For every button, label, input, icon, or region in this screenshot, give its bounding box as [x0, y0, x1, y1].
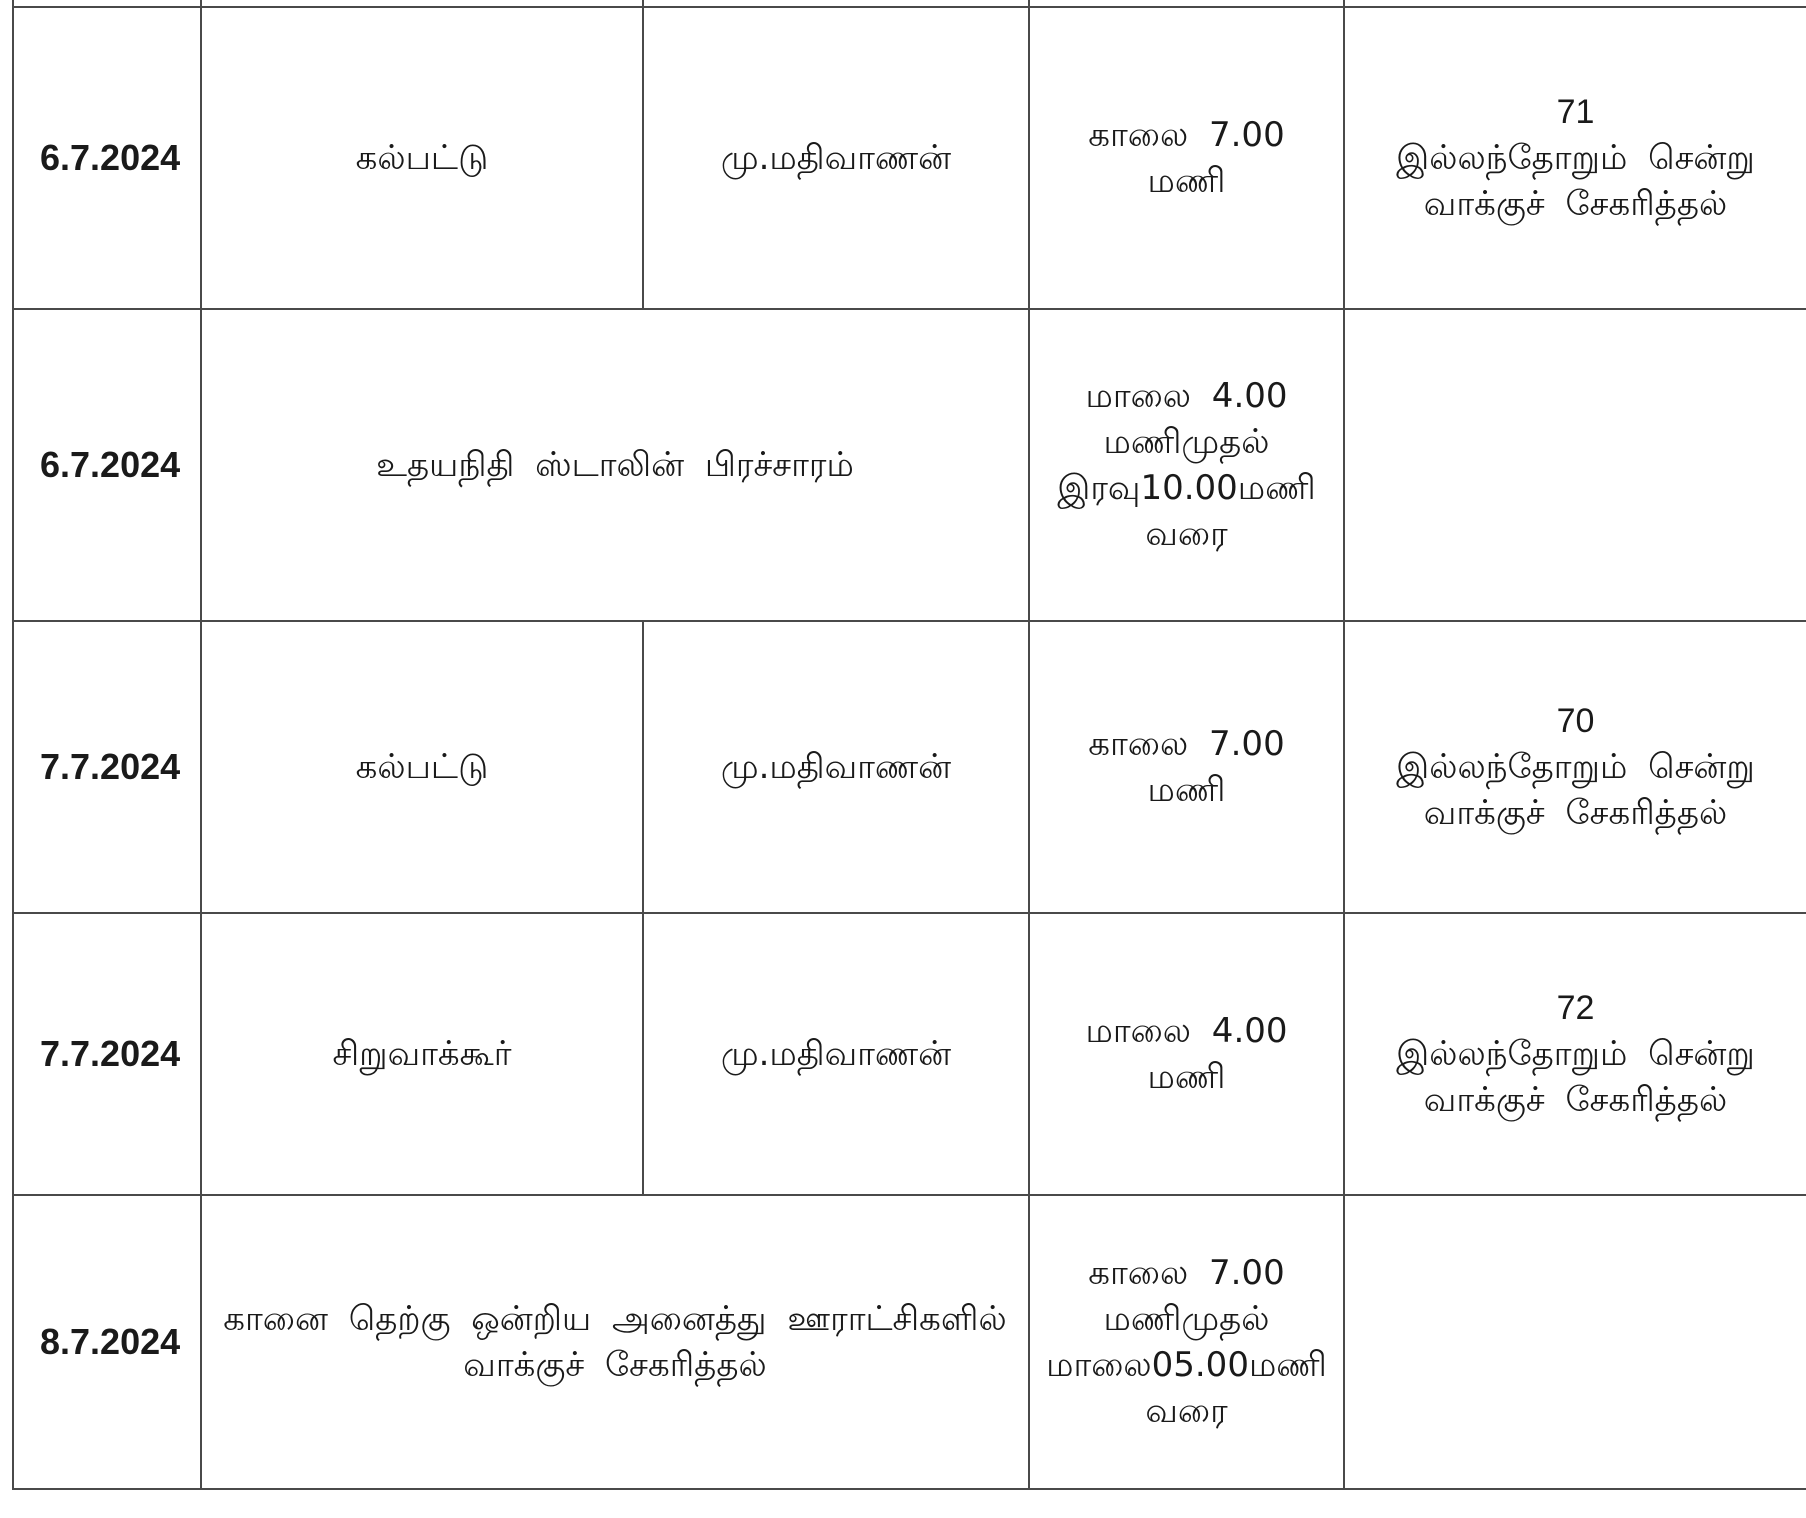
remark-cell — [1344, 309, 1806, 621]
table-row — [13, 309, 1806, 621]
time-line: வரை — [1145, 1391, 1228, 1431]
table-row — [13, 913, 1806, 1195]
table-cell — [643, 0, 1029, 7]
person-cell: மு.மதிவாணன் — [643, 913, 1029, 1195]
event-cell — [201, 1195, 1029, 1489]
table-row-top-strip — [13, 0, 1806, 7]
time-line: காலை 7.00 — [1088, 1253, 1285, 1293]
date-cell: 6.7.2024 — [13, 7, 201, 309]
table-cell — [1344, 0, 1806, 7]
table-row — [13, 621, 1806, 913]
event-cell: உதயநிதி ஸ்டாலின் பிரச்சாரம் — [201, 309, 1029, 621]
time-cell: காலை 7.00 மணி — [1029, 7, 1344, 309]
table-row — [13, 7, 1806, 309]
remark-line: இல்லந்தோறும் சென்று — [1396, 138, 1755, 178]
date-cell: 8.7.2024 — [13, 1195, 201, 1489]
time-cell: காலை 7.00 மணி — [1029, 621, 1344, 913]
remark-number: 72 — [1556, 989, 1595, 1027]
remark-cell — [1344, 913, 1806, 1195]
table-cell — [201, 0, 643, 7]
time-line: மணிமுதல் — [1103, 1299, 1270, 1339]
table-cell — [13, 0, 201, 7]
person-cell: மு.மதிவாணன் — [643, 621, 1029, 913]
time-cell — [1029, 309, 1344, 621]
person-cell: மு.மதிவாணன் — [643, 7, 1029, 309]
table-row — [13, 1195, 1806, 1489]
date-cell: 6.7.2024 — [13, 309, 201, 621]
remark-line: இல்லந்தோறும் சென்று — [1396, 1034, 1755, 1074]
remark-cell — [1344, 7, 1806, 309]
event-line: கானை தெற்கு ஒன்றிய அனைத்து ஊராட்சிகளில் — [223, 1299, 1007, 1339]
time-line: வரை — [1145, 514, 1228, 554]
remark-number: 70 — [1556, 702, 1595, 740]
place-cell: சிறுவாக்கூர் — [201, 913, 643, 1195]
campaign-schedule-table — [12, 0, 1806, 1490]
date-cell: 7.7.2024 — [13, 621, 201, 913]
time-line: மாலை05.00மணி — [1046, 1345, 1327, 1385]
event-line: வாக்குச் சேகரித்தல் — [463, 1345, 767, 1385]
remark-cell — [1344, 1195, 1806, 1489]
table-cell — [1029, 0, 1344, 7]
remark-line: வாக்குச் சேகரித்தல் — [1423, 1080, 1728, 1120]
date-cell: 7.7.2024 — [13, 913, 201, 1195]
schedule-document — [12, 0, 1806, 1495]
time-cell — [1029, 1195, 1344, 1489]
remark-line: வாக்குச் சேகரித்தல் — [1423, 793, 1728, 833]
remark-cell — [1344, 621, 1806, 913]
time-cell: மாலை 4.00 மணி — [1029, 913, 1344, 1195]
time-line: மணிமுதல் — [1103, 422, 1270, 462]
place-cell: கல்பட்டு — [201, 621, 643, 913]
remark-number: 71 — [1556, 93, 1595, 131]
remark-line: வாக்குச் சேகரித்தல் — [1423, 184, 1728, 224]
place-cell: கல்பட்டு — [201, 7, 643, 309]
time-line: இரவு10.00மணி — [1057, 468, 1316, 508]
time-line: மாலை 4.00 — [1085, 376, 1288, 416]
remark-line: இல்லந்தோறும் சென்று — [1396, 747, 1755, 787]
